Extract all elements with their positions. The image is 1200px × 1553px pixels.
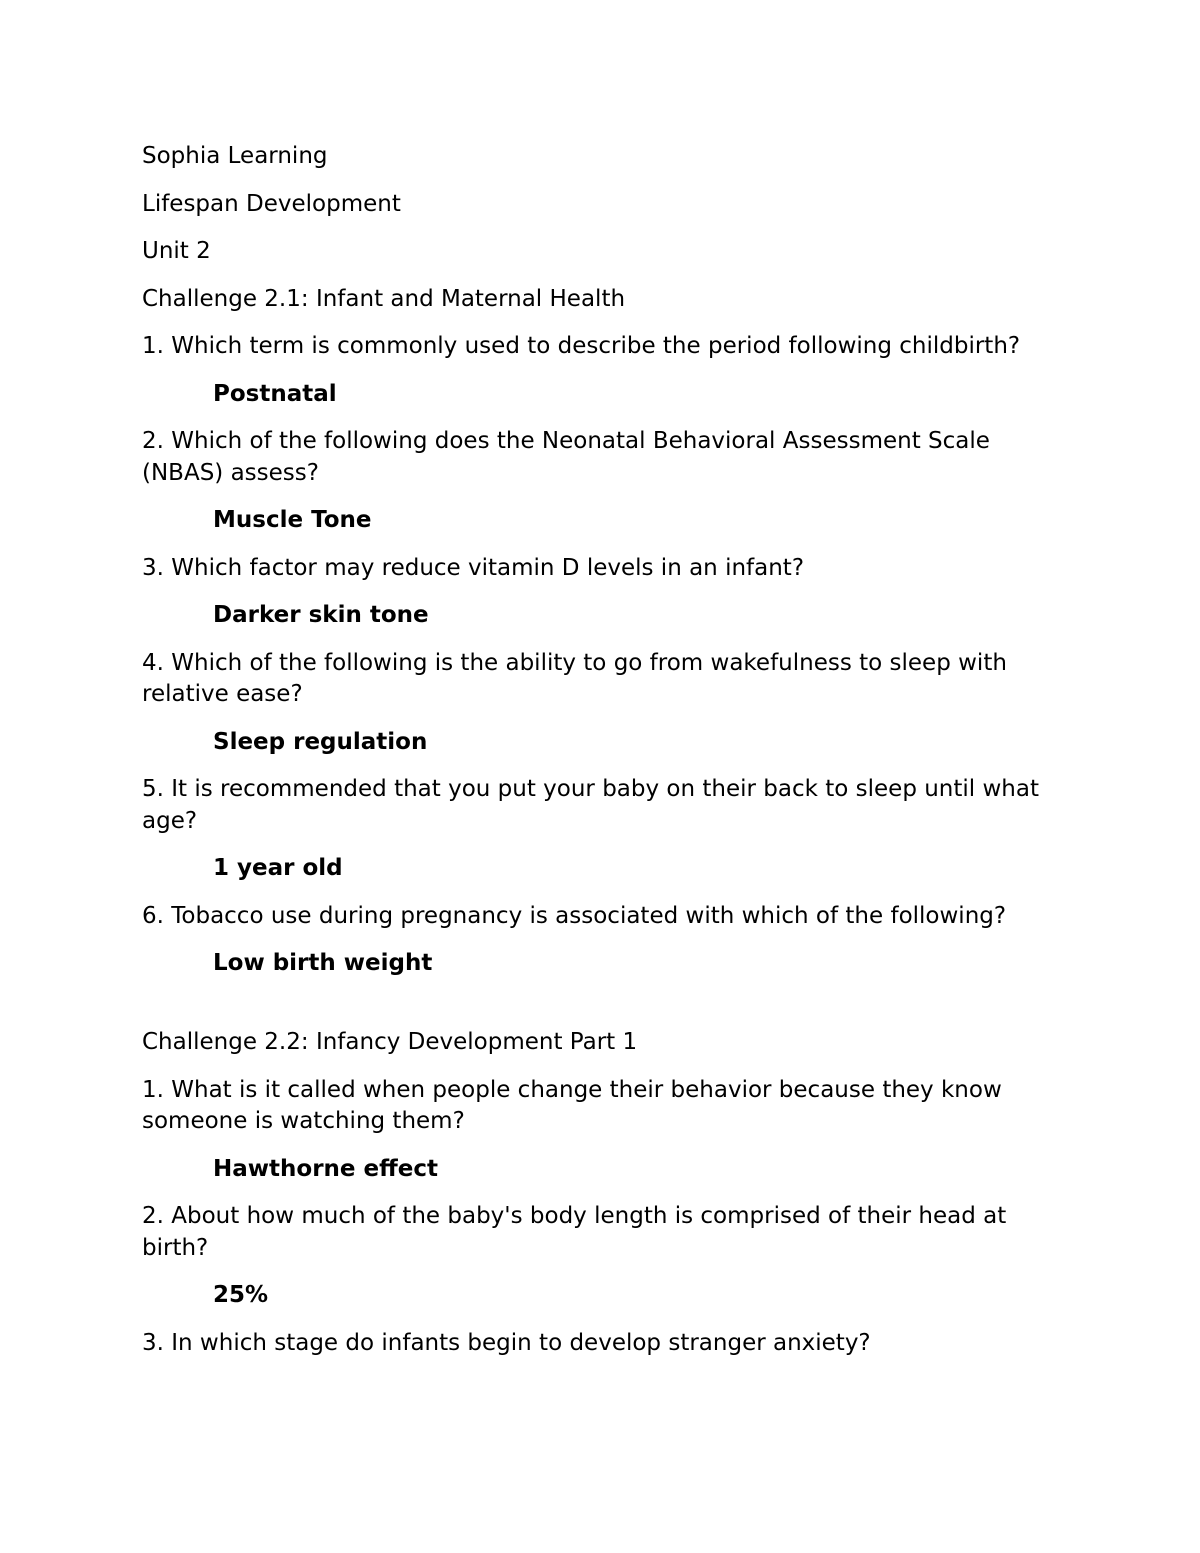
answer-text: Muscle Tone <box>213 507 372 533</box>
answer-text: Postnatal <box>213 380 337 407</box>
document-page <box>142 141 1062 1375</box>
course-name: Lifespan Development <box>142 190 401 217</box>
question-text: 1. Which term is commonly used to describe the period following childbirth? <box>142 333 1021 359</box>
question-text: 6. Tobacco use during pregnancy is associated with which of the following? <box>142 902 1007 929</box>
org-name: Sophia Learning <box>142 143 328 169</box>
answer-text: Sleep regulation <box>213 728 428 755</box>
question-text: 4. Which of the following is the ability to go from wakefulness to sleep with relative ease? <box>142 649 1007 707</box>
answer-text: Darker skin tone <box>213 602 429 628</box>
answer-text: Hawthorne effect <box>213 1155 438 1182</box>
answer-text: 1 year old <box>213 855 343 881</box>
question-text: 2. About how much of the baby's body length is comprised of their head at birth? <box>142 1203 1007 1261</box>
section-title: Challenge 2.2: Infancy Development Part 1 <box>142 1029 638 1055</box>
unit-label: Unit 2 <box>142 238 211 264</box>
question-text: 3. Which factor may reduce vitamin D levels in an infant? <box>142 554 805 581</box>
question-text: 2. Which of the following does the Neonatal Behavioral Assessment Scale (NBAS) assess? <box>142 428 990 486</box>
section-title: Challenge 2.1: Infant and Maternal Health <box>142 285 626 312</box>
answer-text: 25% <box>213 1282 269 1308</box>
answer-text: Low birth weight <box>213 950 433 976</box>
question-text: 1. What is it called when people change their behavior because they know someone is watching them? <box>142 1076 1002 1134</box>
blank-line <box>142 996 1062 1028</box>
question-text: 5. It is recommended that you put your baby on their back to sleep until what age? <box>142 776 1039 834</box>
question-text: 3. In which stage do infants begin to develop stranger anxiety? <box>142 1329 871 1356</box>
